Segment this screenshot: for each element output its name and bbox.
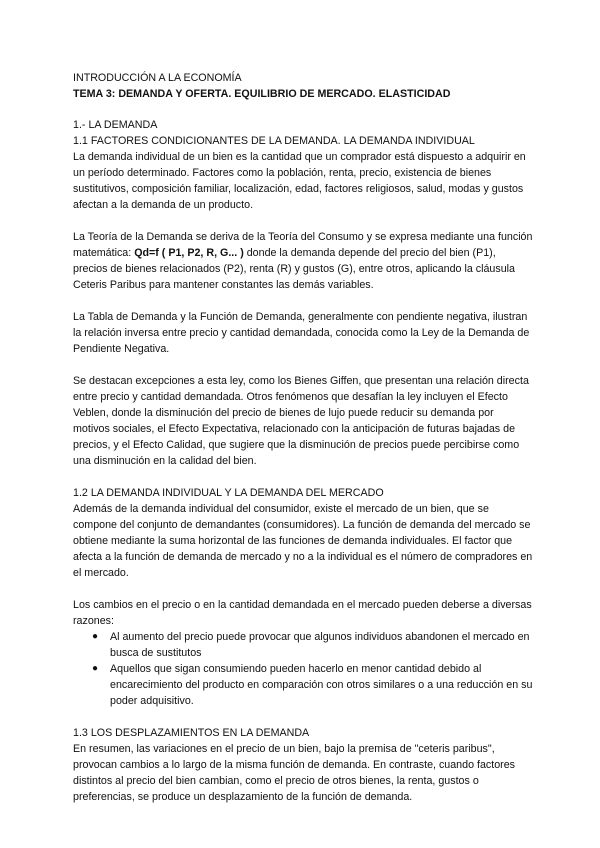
- bullet-icon: ●: [92, 631, 99, 642]
- list-item-text: Aquellos que sigan consumiendo pueden hacerlo en menor cantidad debido al encarecimiento del producto en comparación con otros similares o a una reducción en su poder adquisitivo.: [110, 663, 533, 707]
- demand-function-formula: Qd=f ( P1, P2, R, G... ): [134, 247, 244, 259]
- paragraph: Se destacan excepciones a esta ley, como los Bienes Giffen, que presentan una relación directa entre precio y cantidad demandada. Otros fenómenos que desafían la ley incluyen el Efecto Veblen, donde la disminución del precio de bienes de lujo puede reducir su demanda por motivos sociales, el Efecto Expectativa, relacionado con la anticipación de futuras bajadas de precios, y el Efecto Calidad, que sugiere que la disminución de precios puede percibirse como una disminución en la calidad del bien.: [73, 375, 529, 467]
- bullet-list: [73, 629, 533, 709]
- list-item-text: Al aumento del precio puede provocar que algunos individuos abandonen el mercado en busca de sustitutos: [110, 631, 530, 659]
- paragraph: Los cambios en el precio o en la cantidad demandada en el mercado pueden deberse a diversas razones:: [73, 599, 532, 627]
- subsection-heading: 1.3 LOS DESPLAZAMIENTOS EN LA DEMANDA: [73, 727, 310, 739]
- spacer: [73, 213, 533, 229]
- spacer: [73, 709, 533, 725]
- bullet-icon: ●: [92, 663, 99, 674]
- spacer: [73, 102, 533, 117]
- list-item: [73, 661, 533, 709]
- paragraph: Además de la demanda individual del consumidor, existe el mercado de un bien, que se compone del conjunto de demandantes (consumidores). La función de demanda del mercado se obtiene mediante la suma horizontal de las funciones de demanda individuales. El factor que afecta a la función de demanda de mercado y no a la individual es el número de compradores en el mercado.: [73, 503, 533, 579]
- course-title: INTRODUCCIÓN A LA ECONOMÍA: [73, 72, 242, 84]
- list-item: [73, 629, 533, 661]
- spacer: [73, 581, 533, 597]
- subsection-heading: 1.2 LA DEMANDA INDIVIDUAL Y LA DEMANDA DEL MERCADO: [73, 487, 384, 499]
- spacer: [73, 293, 533, 309]
- paragraph-text: La Teoría de la Demanda se deriva de la Teoría del Consumo y se expresa mediante una función matemática:: [73, 231, 533, 259]
- spacer: [73, 469, 533, 485]
- paragraph: La Tabla de Demanda y la Función de Demanda, generalmente con pendiente negativa, ilustran la relación inversa entre precio y cantidad demandada, conocida como la Ley de la Demanda de Pendiente Negativa.: [73, 311, 530, 355]
- paragraph: [73, 229, 533, 293]
- topic-title: TEMA 3: DEMANDA Y OFERTA. EQUILIBRIO DE MERCADO. ELASTICIDAD: [73, 88, 451, 100]
- paragraph: En resumen, las variaciones en el precio de un bien, bajo la premisa de "ceteris paribus", provocan cambios a lo largo de la misma función de demanda. En contraste, cuando factores distintos al precio del bien cambian, como el precio de otros bienes, la renta, gustos o preferencias, se produce un desplazamiento de la función de demanda.: [73, 743, 516, 803]
- section-heading: 1.- LA DEMANDA: [73, 119, 158, 131]
- paragraph-text: donde la demanda depende del precio del bien (P1), precios de bienes relacionados (P2), renta (R) y gustos (G), entre otros, aplicando la cláusula Ceteris Paribus para mantener constantes las demás variables.: [73, 247, 515, 291]
- paragraph: La demanda individual de un bien es la cantidad que un comprador está dispuesto a adquirir en un período determinado. Factores como la población, renta, precio, existencia de bienes sustitutivos, composición familiar, localización, edad, factores religiosos, salud, modas y gustos afectan a la demanda de un producto.: [73, 151, 526, 211]
- spacer: [73, 357, 533, 373]
- document-body: [73, 70, 533, 805]
- subsection-heading: 1.1 FACTORES CONDICIONANTES DE LA DEMANDA. LA DEMANDA INDIVIDUAL: [73, 135, 475, 147]
